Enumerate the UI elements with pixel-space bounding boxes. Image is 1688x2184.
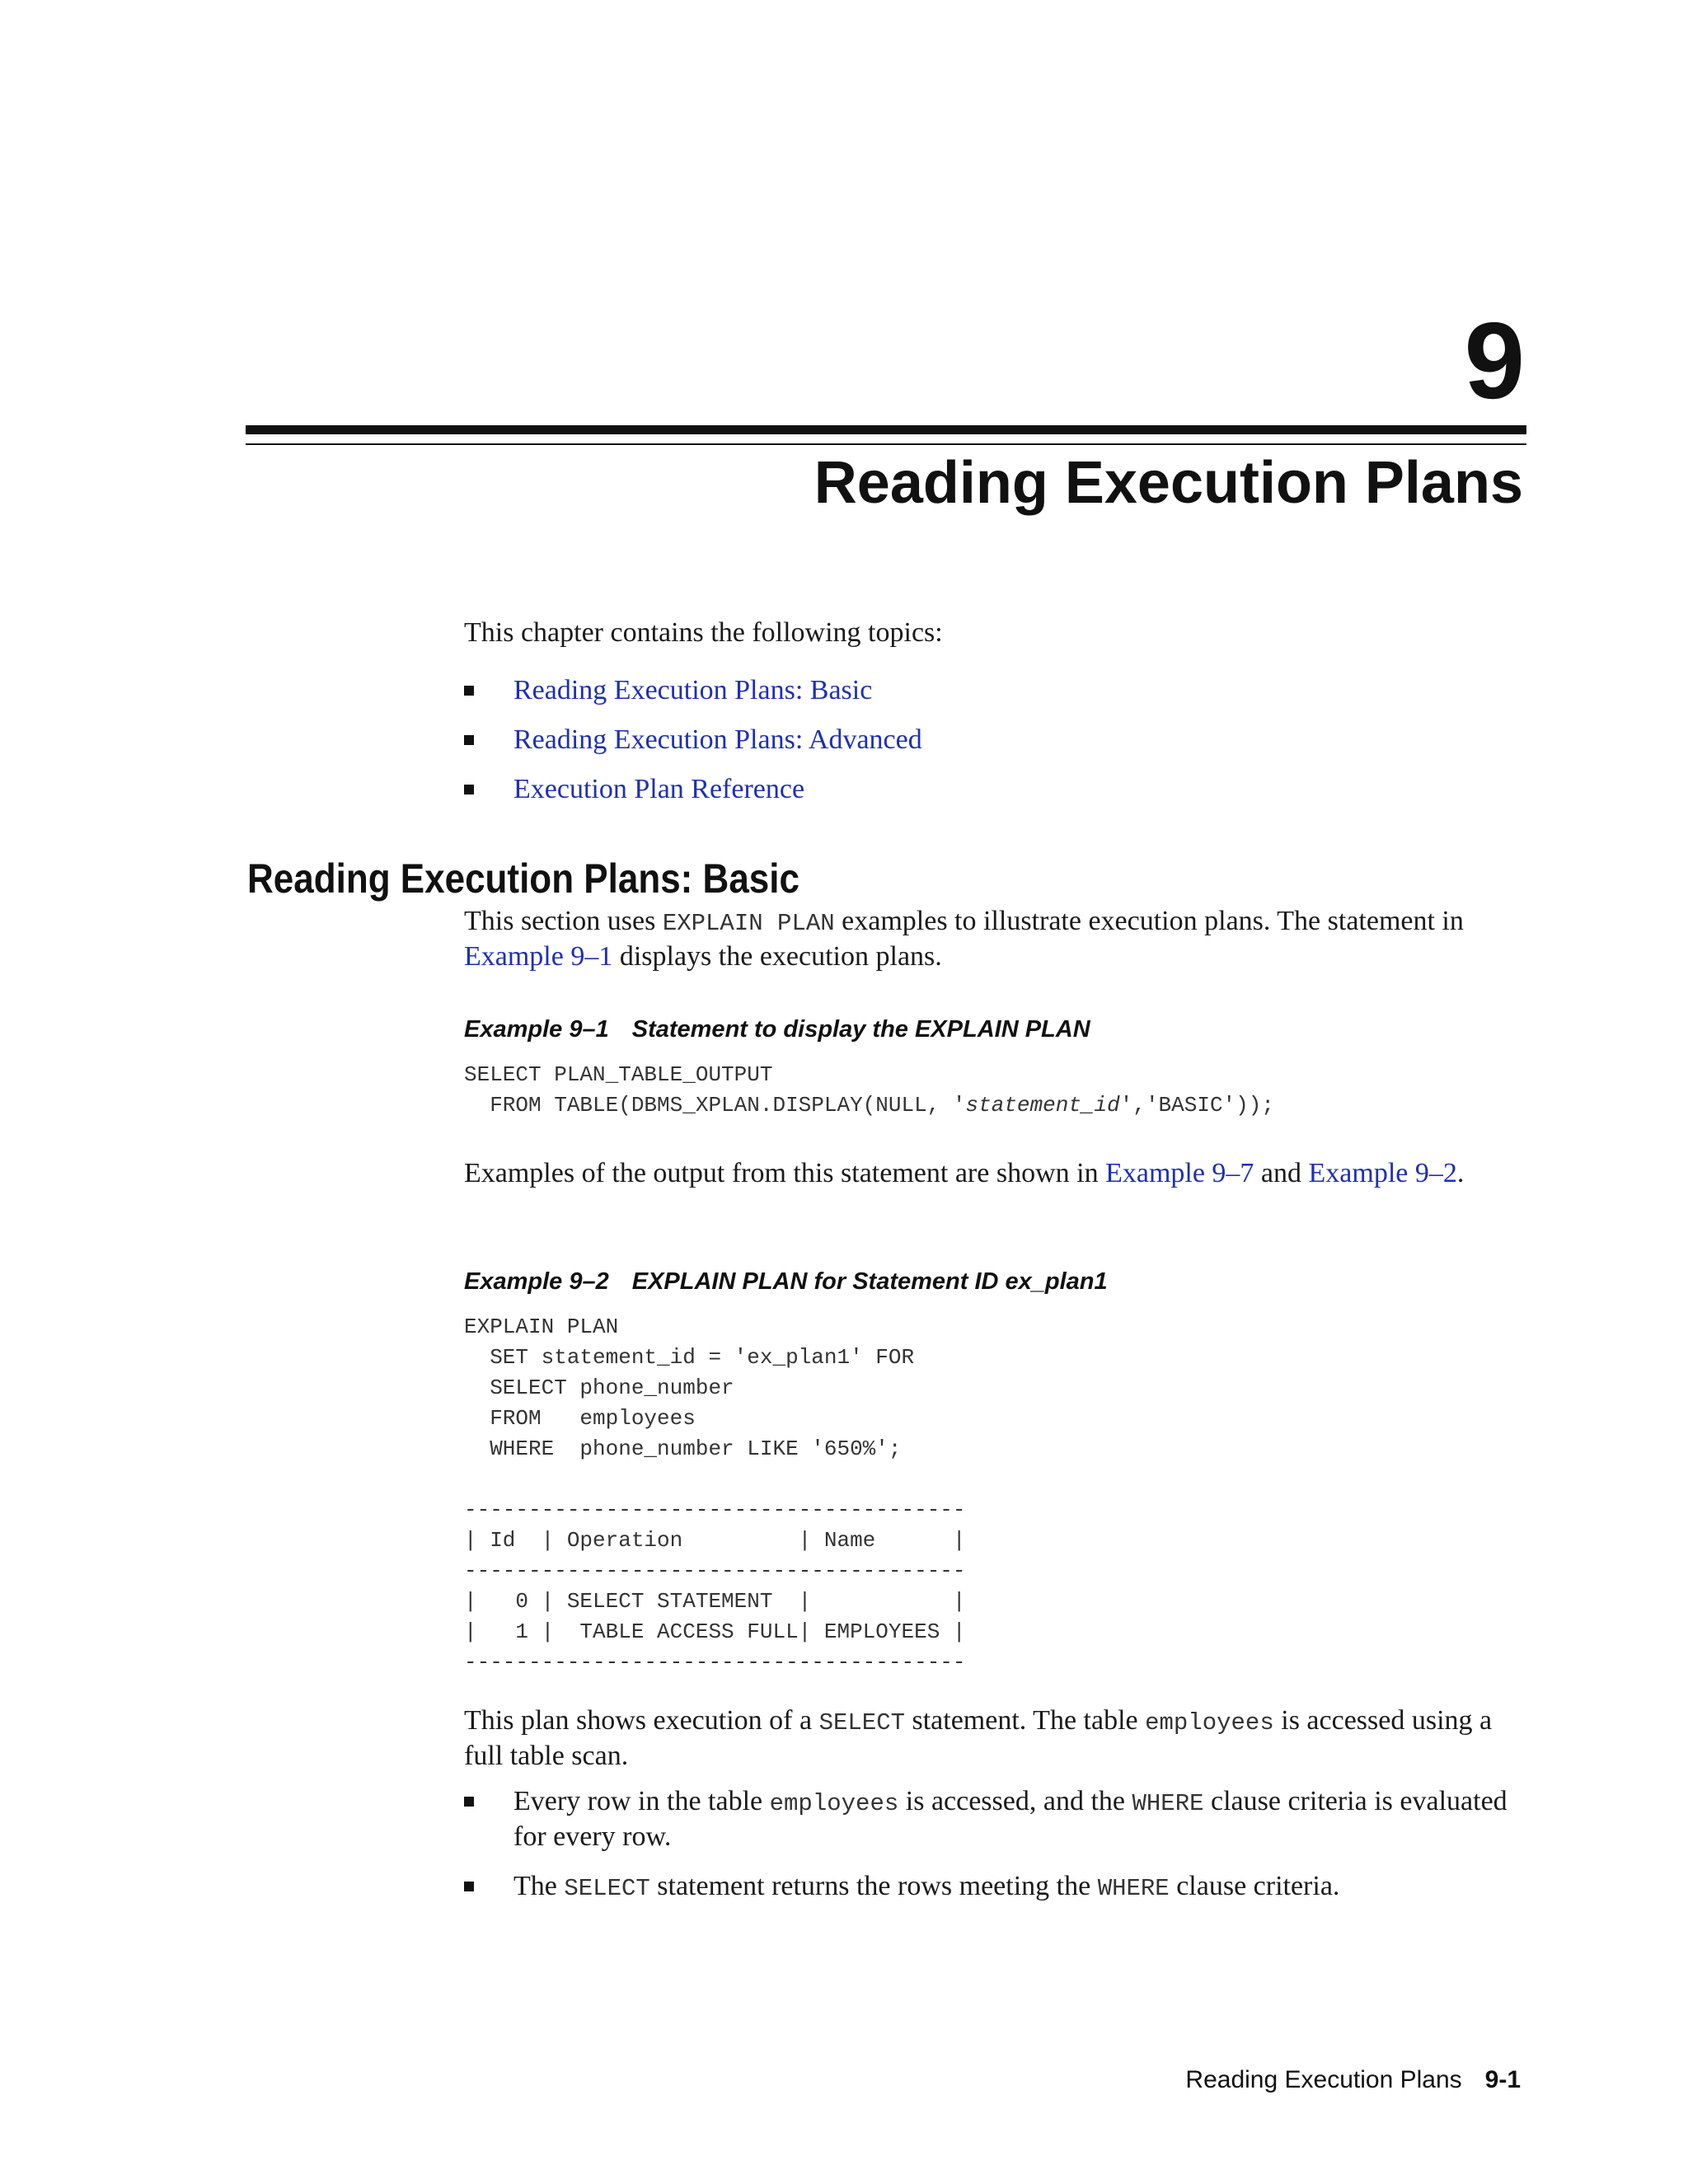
code-term: employees [769,1790,899,1817]
paragraph-text: and [1254,1158,1309,1188]
plan-output-table: --------------------------------------- | Id | Operation | Name | --------------------------------------- | 0 | SELECT STATEMENT | | | 1 | TABLE ACCESS FULL| EMPLOYEES | --------------------------------------- [464,1497,966,1675]
page-footer [1185,2065,1521,2095]
paragraph-text: This plan shows execution of a [464,1705,819,1736]
footer-title: Reading Execution Plans [1185,2066,1462,2093]
topic-link-basic[interactable]: Reading Execution Plans: Basic [513,675,873,705]
paragraph-text: displays the execution plans. [612,941,942,972]
list-item [464,724,922,773]
example-2-caption [464,1267,1108,1296]
example-1-label: Example 9–1 [464,1016,609,1043]
paragraph-text: Examples of the output from this statement are shown in [464,1158,1106,1188]
paragraph-text: is accessed using a full table scan. [464,1705,1493,1771]
chapter-title: Reading Execution Plans [814,450,1523,516]
example-2-label: Example 9–2 [464,1268,609,1295]
bullet-icon [464,686,474,696]
section-paragraph-3 [464,1704,1527,1773]
example-9-2-link[interactable]: Example 9–2 [1308,1158,1457,1188]
paragraph-text: This section uses [464,906,663,936]
topic-list [464,674,922,823]
bullet-icon [464,785,474,794]
topic-link-reference[interactable]: Execution Plan Reference [513,774,805,804]
list-item [464,1785,1527,1854]
chapter-number: 9 [1464,300,1525,421]
code-term: EXPLAIN PLAN [662,910,835,937]
chapter-rule-thick [246,425,1526,434]
bullet-icon [464,735,474,745]
code-term: SELECT [818,1709,905,1736]
code-term: employees [1145,1709,1274,1736]
code-term: WHERE [1132,1790,1204,1817]
bullet-icon [464,1797,474,1807]
list-item [464,674,922,724]
example-2-code: EXPLAIN PLAN SET statement_id = 'ex_plan1' FOR SELECT phone_number FROM employees WHERE phone_number LIKE '650%'; [464,1315,915,1461]
code-line: ','BASIC')); [1119,1093,1274,1118]
example-9-1-link[interactable]: Example 9–1 [464,941,613,972]
section-heading: Reading Execution Plans: Basic [247,855,799,902]
intro-text: This chapter contains the following topics: [464,617,943,648]
example-2-title: EXPLAIN PLAN for Statement ID ex_plan1 [631,1268,1108,1295]
code-placeholder: statement_id [965,1093,1120,1118]
example-1-code [464,1060,1274,1121]
paragraph-text: statement. The table [905,1705,1146,1736]
example-9-7-link[interactable]: Example 9–7 [1105,1158,1254,1188]
paragraph-text: . [1456,1158,1465,1188]
list-item [464,1870,1527,1905]
bullet-text: is accessed, and the [898,1786,1132,1816]
bullet-text: statement returns the rows meeting the [649,1871,1098,1901]
paragraph-text: examples to illustrate execution plans. The statement in [834,906,1464,936]
code-line: FROM TABLE(DBMS_XPLAN.DISPLAY(NULL, ' [464,1093,966,1118]
explanation-list [464,1785,1527,1922]
page-number: 9-1 [1484,2066,1521,2093]
example-1-caption [464,1015,1090,1044]
code-line: SELECT PLAN_TABLE_OUTPUT [464,1062,773,1087]
section-paragraph-1 [464,905,1527,973]
topic-link-advanced[interactable]: Reading Execution Plans: Advanced [513,724,922,755]
bullet-icon [464,1882,474,1891]
code-term: WHERE [1097,1875,1170,1902]
section-paragraph-2 [464,1157,1527,1190]
bullet-text: The [513,1871,565,1901]
bullet-text: clause criteria is evaluated for every row. [513,1786,1507,1852]
bullet-text: Every row in the table [513,1786,770,1816]
bullet-text: clause criteria. [1169,1871,1340,1901]
chapter-rule-thin [246,443,1526,445]
list-item [464,773,922,823]
example-1-title: Statement to display the EXPLAIN PLAN [631,1016,1090,1043]
code-term: SELECT [564,1875,650,1902]
